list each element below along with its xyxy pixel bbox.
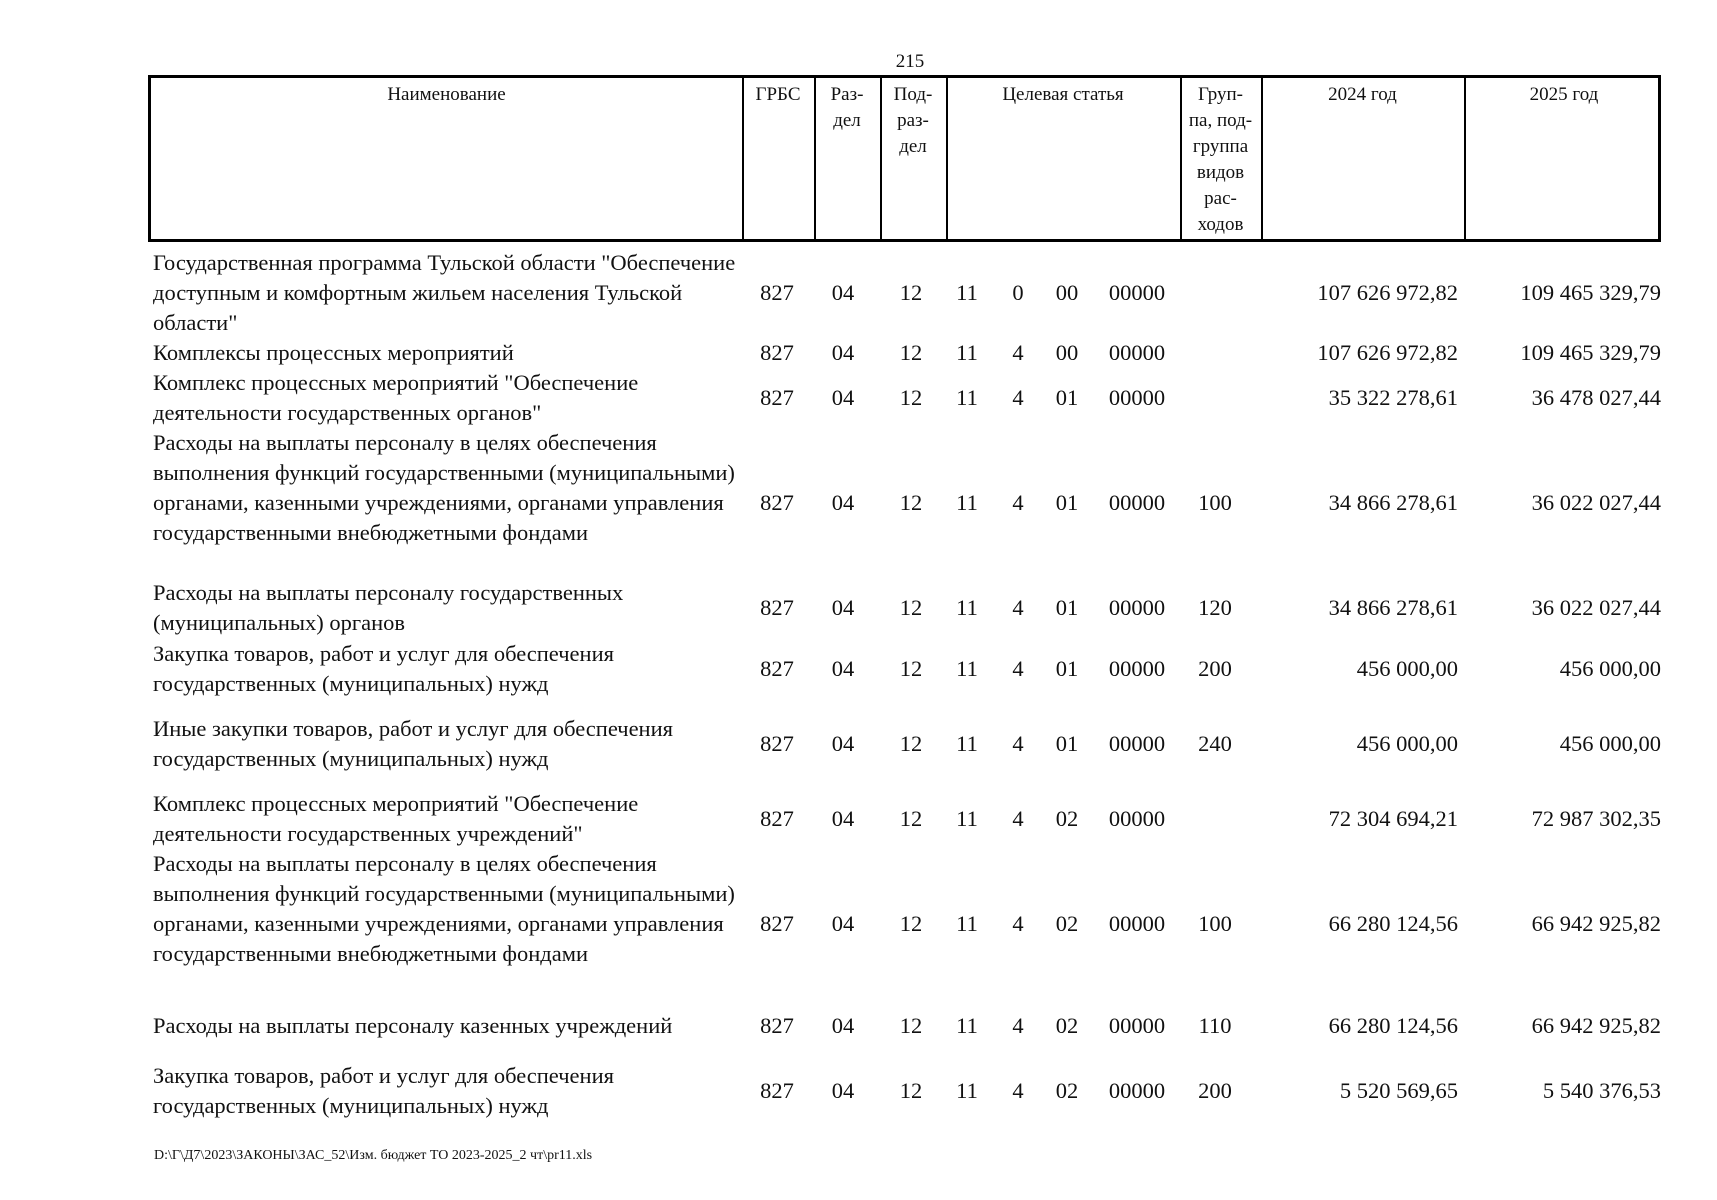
expense-group-cell: 100 (1198, 911, 1232, 936)
razdel-cell: 04 (831, 490, 855, 515)
expense-group-cell: 240 (1198, 731, 1232, 756)
target-direction-code: 00000 (1108, 1013, 1166, 1038)
target-direction-code: 00000 (1108, 656, 1166, 681)
grbs-cell: 827 (760, 490, 794, 515)
amount-2025-cell: 456 000,00 (1559, 731, 1661, 756)
target-program-code: 11 (956, 280, 978, 305)
table-row (0, 714, 1717, 774)
target-program-code: 11 (956, 385, 978, 410)
amount-2025-cell: 66 942 925,82 (1531, 1013, 1661, 1038)
amount-2025-cell: 456 000,00 (1559, 656, 1661, 681)
expense-group-cell: 110 (1198, 1013, 1232, 1038)
podrazdel-cell: 12 (899, 656, 923, 681)
table-row (0, 368, 1717, 428)
target-direction-code: 00000 (1108, 911, 1166, 936)
amount-2024-cell: 456 000,00 (1356, 656, 1458, 681)
table-row (0, 1011, 1717, 1041)
podrazdel-cell: 12 (899, 595, 923, 620)
podrazdel-cell: 12 (899, 806, 923, 831)
grbs-cell: 827 (760, 1078, 794, 1103)
target-direction-code: 00000 (1108, 1078, 1166, 1103)
target-direction-code: 00000 (1108, 731, 1166, 756)
podrazdel-cell: 12 (899, 731, 923, 756)
amount-2024-cell: 107 626 972,82 (1317, 280, 1458, 305)
grbs-cell: 827 (760, 280, 794, 305)
target-program-code: 11 (956, 490, 978, 515)
target-program-code: 11 (956, 806, 978, 831)
razdel-cell: 04 (831, 806, 855, 831)
table-row (0, 849, 1717, 999)
razdel-cell: 04 (831, 911, 855, 936)
amount-2025-cell: 66 942 925,82 (1531, 911, 1661, 936)
expense-group-cell: 200 (1198, 656, 1232, 681)
grbs-cell: 827 (760, 806, 794, 831)
target-type-code: 4 (1012, 340, 1024, 365)
table-row (0, 1061, 1717, 1121)
razdel-cell: 04 (831, 385, 855, 410)
grbs-cell: 827 (760, 595, 794, 620)
target-direction-code: 00000 (1108, 280, 1166, 305)
grbs-cell: 827 (760, 385, 794, 410)
target-program-code: 11 (956, 731, 978, 756)
amount-2025-cell: 5 540 376,53 (1542, 1078, 1661, 1103)
grbs-cell: 827 (760, 340, 794, 365)
razdel-cell: 04 (831, 1013, 855, 1038)
amount-2025-cell: 72 987 302,35 (1531, 806, 1661, 831)
header-2025: 2025 год (1529, 84, 1599, 105)
target-complex-code: 00 (1055, 280, 1079, 305)
row-name: Закупка товаров, работ и услуг для обеспечения государственных (муниципальных) нужд (153, 1063, 614, 1118)
target-program-code: 11 (956, 911, 978, 936)
row-name: Комплексы процессных мероприятий (153, 340, 514, 365)
page-number: 215 (895, 51, 925, 72)
header-grbs: ГРБС (755, 84, 801, 105)
amount-2025-cell: 36 022 027,44 (1531, 595, 1661, 620)
target-complex-code: 01 (1055, 656, 1079, 681)
amount-2024-cell: 456 000,00 (1356, 731, 1458, 756)
target-complex-code: 02 (1055, 1013, 1079, 1038)
grbs-cell: 827 (760, 731, 794, 756)
target-type-code: 4 (1012, 806, 1024, 831)
amount-2024-cell: 5 520 569,65 (1339, 1078, 1458, 1103)
podrazdel-cell: 12 (899, 490, 923, 515)
podrazdel-cell: 12 (899, 911, 923, 936)
target-complex-code: 01 (1055, 385, 1079, 410)
header-2024: 2024 год (1328, 84, 1397, 105)
expense-group-cell: 120 (1198, 595, 1232, 620)
table-row (0, 578, 1717, 638)
grbs-cell: 827 (760, 656, 794, 681)
header-target-article: Целевая статья (1002, 84, 1124, 105)
file-path-footer: D:\Г\Д7\2023\ЗАКОНЫ\ЗАС_52\Изм. бюджет ТО 2023-2025_2 чт\pr11.xls (154, 1148, 593, 1163)
target-direction-code: 00000 (1108, 340, 1166, 365)
target-complex-code: 02 (1055, 911, 1079, 936)
header-podrazdel: Под- раз- дел (893, 84, 933, 157)
header-expense-group: Груп- па, под- группа видов рас- ходов (1188, 84, 1253, 235)
razdel-cell: 04 (831, 1078, 855, 1103)
podrazdel-cell: 12 (899, 1078, 923, 1103)
table-row (0, 338, 1717, 368)
row-name: Расходы на выплаты персоналу в целях обеспечения выполнения функций государственными (муниципальными) органами, казенными учреждениями, органами управления государственными внебюджетными фондами (153, 851, 735, 966)
amount-2025-cell: 36 478 027,44 (1531, 385, 1661, 410)
target-type-code: 4 (1012, 490, 1024, 515)
podrazdel-cell: 12 (899, 385, 923, 410)
target-direction-code: 00000 (1108, 385, 1166, 410)
razdel-cell: 04 (831, 340, 855, 365)
header-razdel: Раз- дел (830, 84, 864, 131)
table-row (0, 248, 1717, 338)
amount-2024-cell: 72 304 694,21 (1328, 806, 1458, 831)
target-type-code: 4 (1012, 731, 1024, 756)
target-type-code: 4 (1012, 911, 1024, 936)
target-complex-code: 01 (1055, 595, 1079, 620)
table-header (148, 75, 1661, 242)
podrazdel-cell: 12 (899, 340, 923, 365)
target-program-code: 11 (956, 1078, 978, 1103)
amount-2024-cell: 66 280 124,56 (1328, 1013, 1458, 1038)
podrazdel-cell: 12 (899, 280, 923, 305)
target-type-code: 4 (1012, 595, 1024, 620)
razdel-cell: 04 (831, 731, 855, 756)
amount-2025-cell: 109 465 329,79 (1520, 340, 1661, 365)
razdel-cell: 04 (831, 656, 855, 681)
target-type-code: 4 (1012, 385, 1024, 410)
grbs-cell: 827 (760, 911, 794, 936)
target-program-code: 11 (956, 595, 978, 620)
target-direction-code: 00000 (1108, 806, 1166, 831)
grbs-cell: 827 (760, 1013, 794, 1038)
row-name: Закупка товаров, работ и услуг для обеспечения государственных (муниципальных) нужд (153, 641, 614, 696)
amount-2024-cell: 35 322 278,61 (1328, 385, 1458, 410)
row-name: Расходы на выплаты персоналу государственных (муниципальных) органов (153, 580, 624, 635)
table-row (0, 789, 1717, 849)
row-name: Комплекс процессных мероприятий "Обеспечение деятельности государственных учреждений" (153, 791, 639, 846)
target-complex-code: 00 (1055, 340, 1079, 365)
row-name: Комплекс процессных мероприятий "Обеспечение деятельности государственных органов" (153, 370, 639, 425)
target-type-code: 4 (1012, 1078, 1024, 1103)
amount-2024-cell: 107 626 972,82 (1317, 340, 1458, 365)
amount-2025-cell: 109 465 329,79 (1520, 280, 1661, 305)
target-direction-code: 00000 (1108, 595, 1166, 620)
razdel-cell: 04 (831, 595, 855, 620)
row-name: Расходы на выплаты персоналу в целях обеспечения выполнения функций государственными (муниципальными) органами, казенными учреждениями, органами управления государственными внебюджетными фондами (153, 430, 735, 545)
target-complex-code: 02 (1055, 806, 1079, 831)
target-type-code: 0 (1012, 280, 1024, 305)
target-program-code: 11 (956, 656, 978, 681)
amount-2024-cell: 34 866 278,61 (1328, 595, 1458, 620)
expense-group-cell: 200 (1198, 1078, 1232, 1103)
target-type-code: 4 (1012, 1013, 1024, 1038)
amount-2025-cell: 36 022 027,44 (1531, 490, 1661, 515)
target-type-code: 4 (1012, 656, 1024, 681)
table-row (0, 639, 1717, 699)
row-name: Расходы на выплаты персоналу казенных учреждений (153, 1013, 673, 1038)
target-program-code: 11 (956, 1013, 978, 1038)
table-row (0, 428, 1717, 578)
target-complex-code: 01 (1055, 731, 1079, 756)
target-program-code: 11 (956, 340, 978, 365)
razdel-cell: 04 (831, 280, 855, 305)
amount-2024-cell: 66 280 124,56 (1328, 911, 1458, 936)
target-complex-code: 01 (1055, 490, 1079, 515)
row-name: Государственная программа Тульской области "Обеспечение доступным и комфортным жильем населения Тульской области" (153, 250, 736, 335)
podrazdel-cell: 12 (899, 1013, 923, 1038)
row-name: Иные закупки товаров, работ и услуг для обеспечения государственных (муниципальных) нужд (153, 716, 673, 771)
target-complex-code: 02 (1055, 1078, 1079, 1103)
expense-group-cell: 100 (1198, 490, 1232, 515)
amount-2024-cell: 34 866 278,61 (1328, 490, 1458, 515)
target-direction-code: 00000 (1108, 490, 1166, 515)
header-name: Наименование (387, 84, 506, 105)
